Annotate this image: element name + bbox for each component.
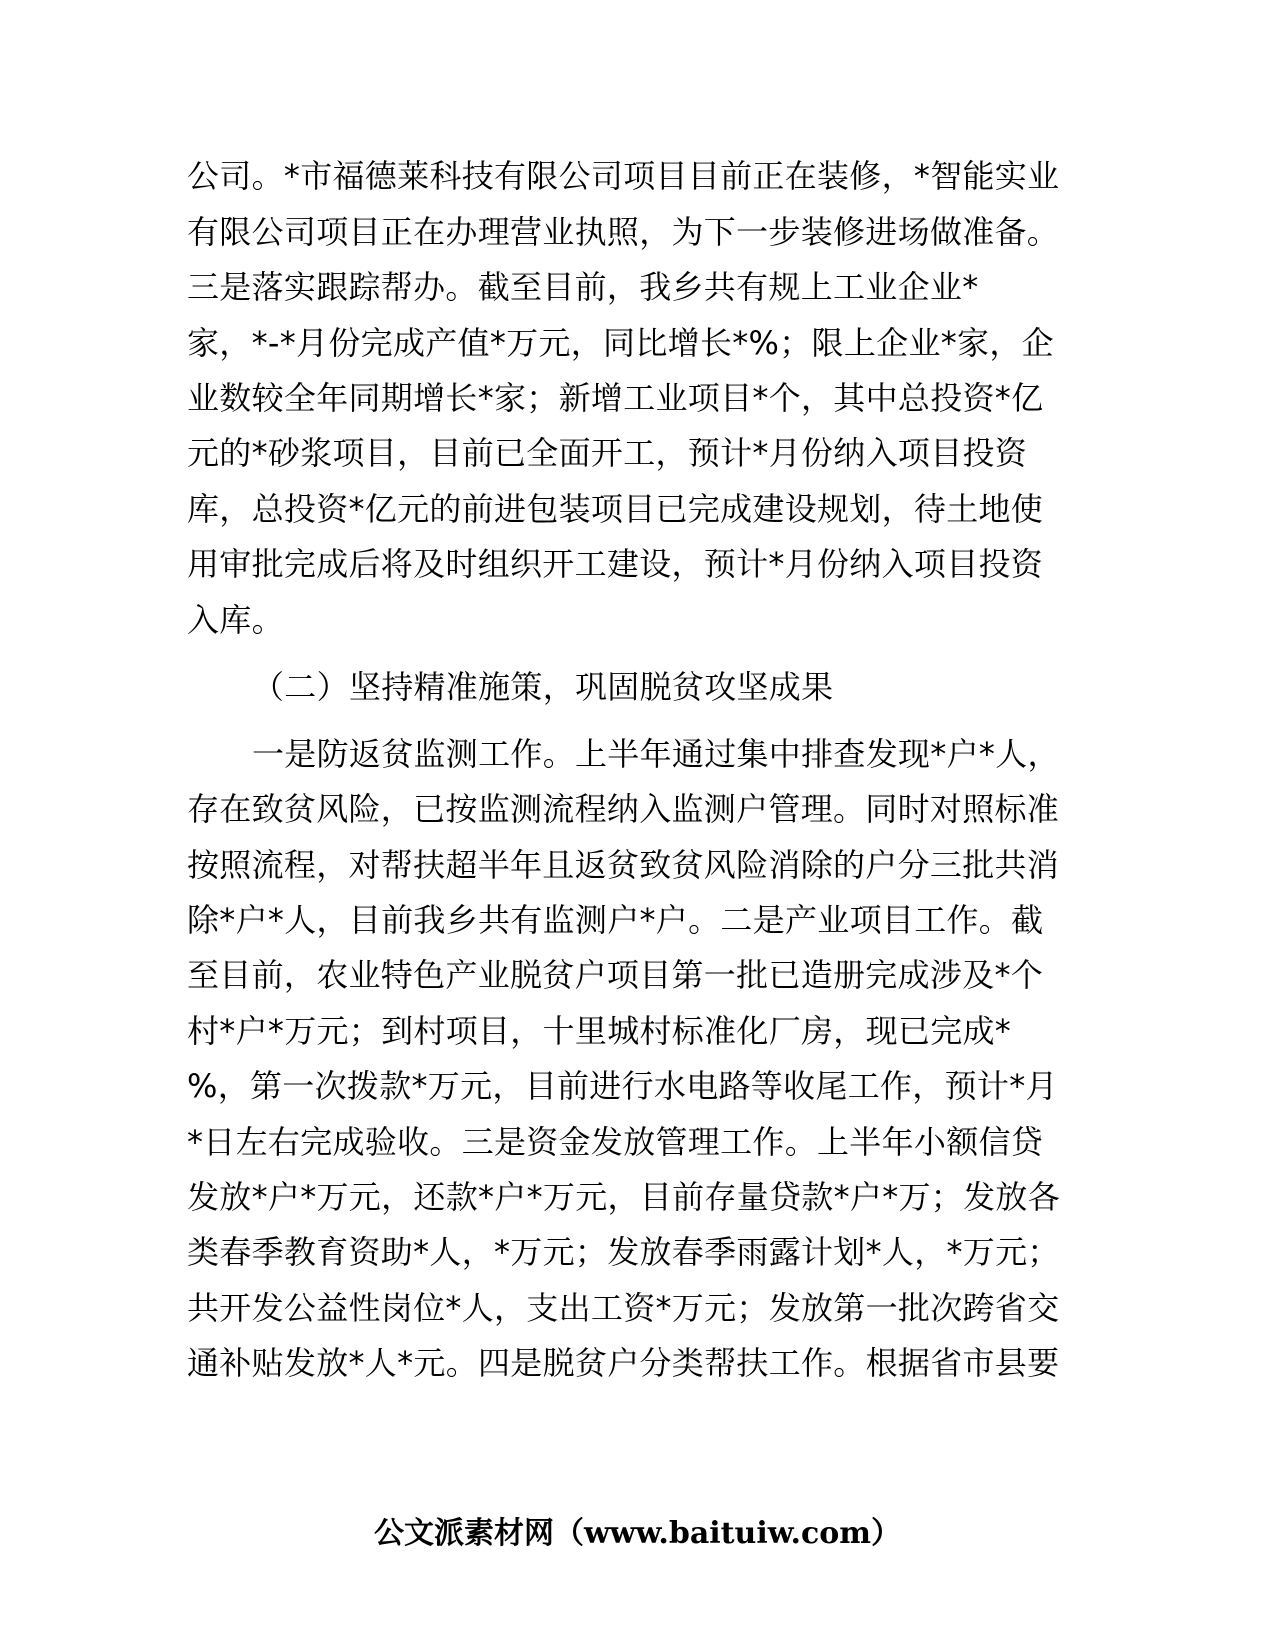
body-line-7: 库，总投资*亿元的前进包装项目已完成建设规划，待土地使 (187, 490, 1044, 528)
body-line-13: 按照流程，对帮扶超半年且返贫致贫风险消除的户分三批共消 (187, 846, 1060, 884)
body-line-14: 除*户*人，目前我乡共有监测户*户。二是产业项目工作。截 (187, 901, 1044, 939)
footer-watermark-text: 公文派素材网（www.baituiw.com） (373, 1516, 902, 1551)
body-line-2: 有限公司项目正在办理营业执照，为下一步装修进场做准备。 (187, 213, 1060, 251)
body-line-22: 通补贴发放*人*元。四是脱贫户分类帮扶工作。根据省市县要 (187, 1344, 1060, 1382)
body-line-17: %，第一次拨款*万元，目前进行水电路等收尾工作，预计*月 (187, 1067, 1058, 1105)
body-line-8: 用审批完成后将及时组织开工建设，预计*月份纳入项目投资 (187, 545, 1044, 583)
body-line-15: 至目前，农业特色产业脱贫户项目第一批已造册完成涉及*个 (187, 956, 1044, 994)
body-line-20: 类春季教育资助*人，*万元；发放春季雨露计划*人，*万元； (187, 1233, 1060, 1271)
body-line-11: 一是防返贫监测工作。上半年通过集中排查发现*户*人， (252, 735, 1060, 773)
body-line-5: 业数较全年同期增长*家；新增工业项目*个，其中总投资*亿 (187, 379, 1044, 417)
body-line-4: 家，*-*月份完成产值*万元，同比增长*%；限上企业*家，企 (187, 324, 1054, 362)
section-heading: （二）坚持精准施策，巩固脱贫攻坚成果 (252, 668, 834, 706)
body-line-6: 元的*砂浆项目，目前已全面开工，预计*月份纳入项目投资 (187, 434, 1028, 472)
body-line-16: 村*户*万元；到村项目，十里城村标准化厂房，现已完成* (187, 1012, 1012, 1050)
body-line-3: 三是落实跟踪帮办。截至目前，我乡共有规上工业企业* (187, 268, 979, 306)
body-line-19: 发放*户*万元，还款*户*万元，目前存量贷款*户*万；发放各 (187, 1178, 1061, 1216)
body-line-21: 共开发公益性岗位*人，支出工资*万元；发放第一批次跨省交 (187, 1289, 1060, 1327)
body-line-1: 公司。*市福德莱科技有限公司项目目前正在装修，*智能实业 (187, 157, 1060, 195)
body-line-12: 存在致贫风险，已按监测流程纳入监测户管理。同时对照标准 (187, 790, 1060, 828)
body-line-18: *日左右完成验收。三是资金发放管理工作。上半年小额信贷 (187, 1123, 1044, 1161)
body-line-9: 入库。 (187, 601, 284, 639)
